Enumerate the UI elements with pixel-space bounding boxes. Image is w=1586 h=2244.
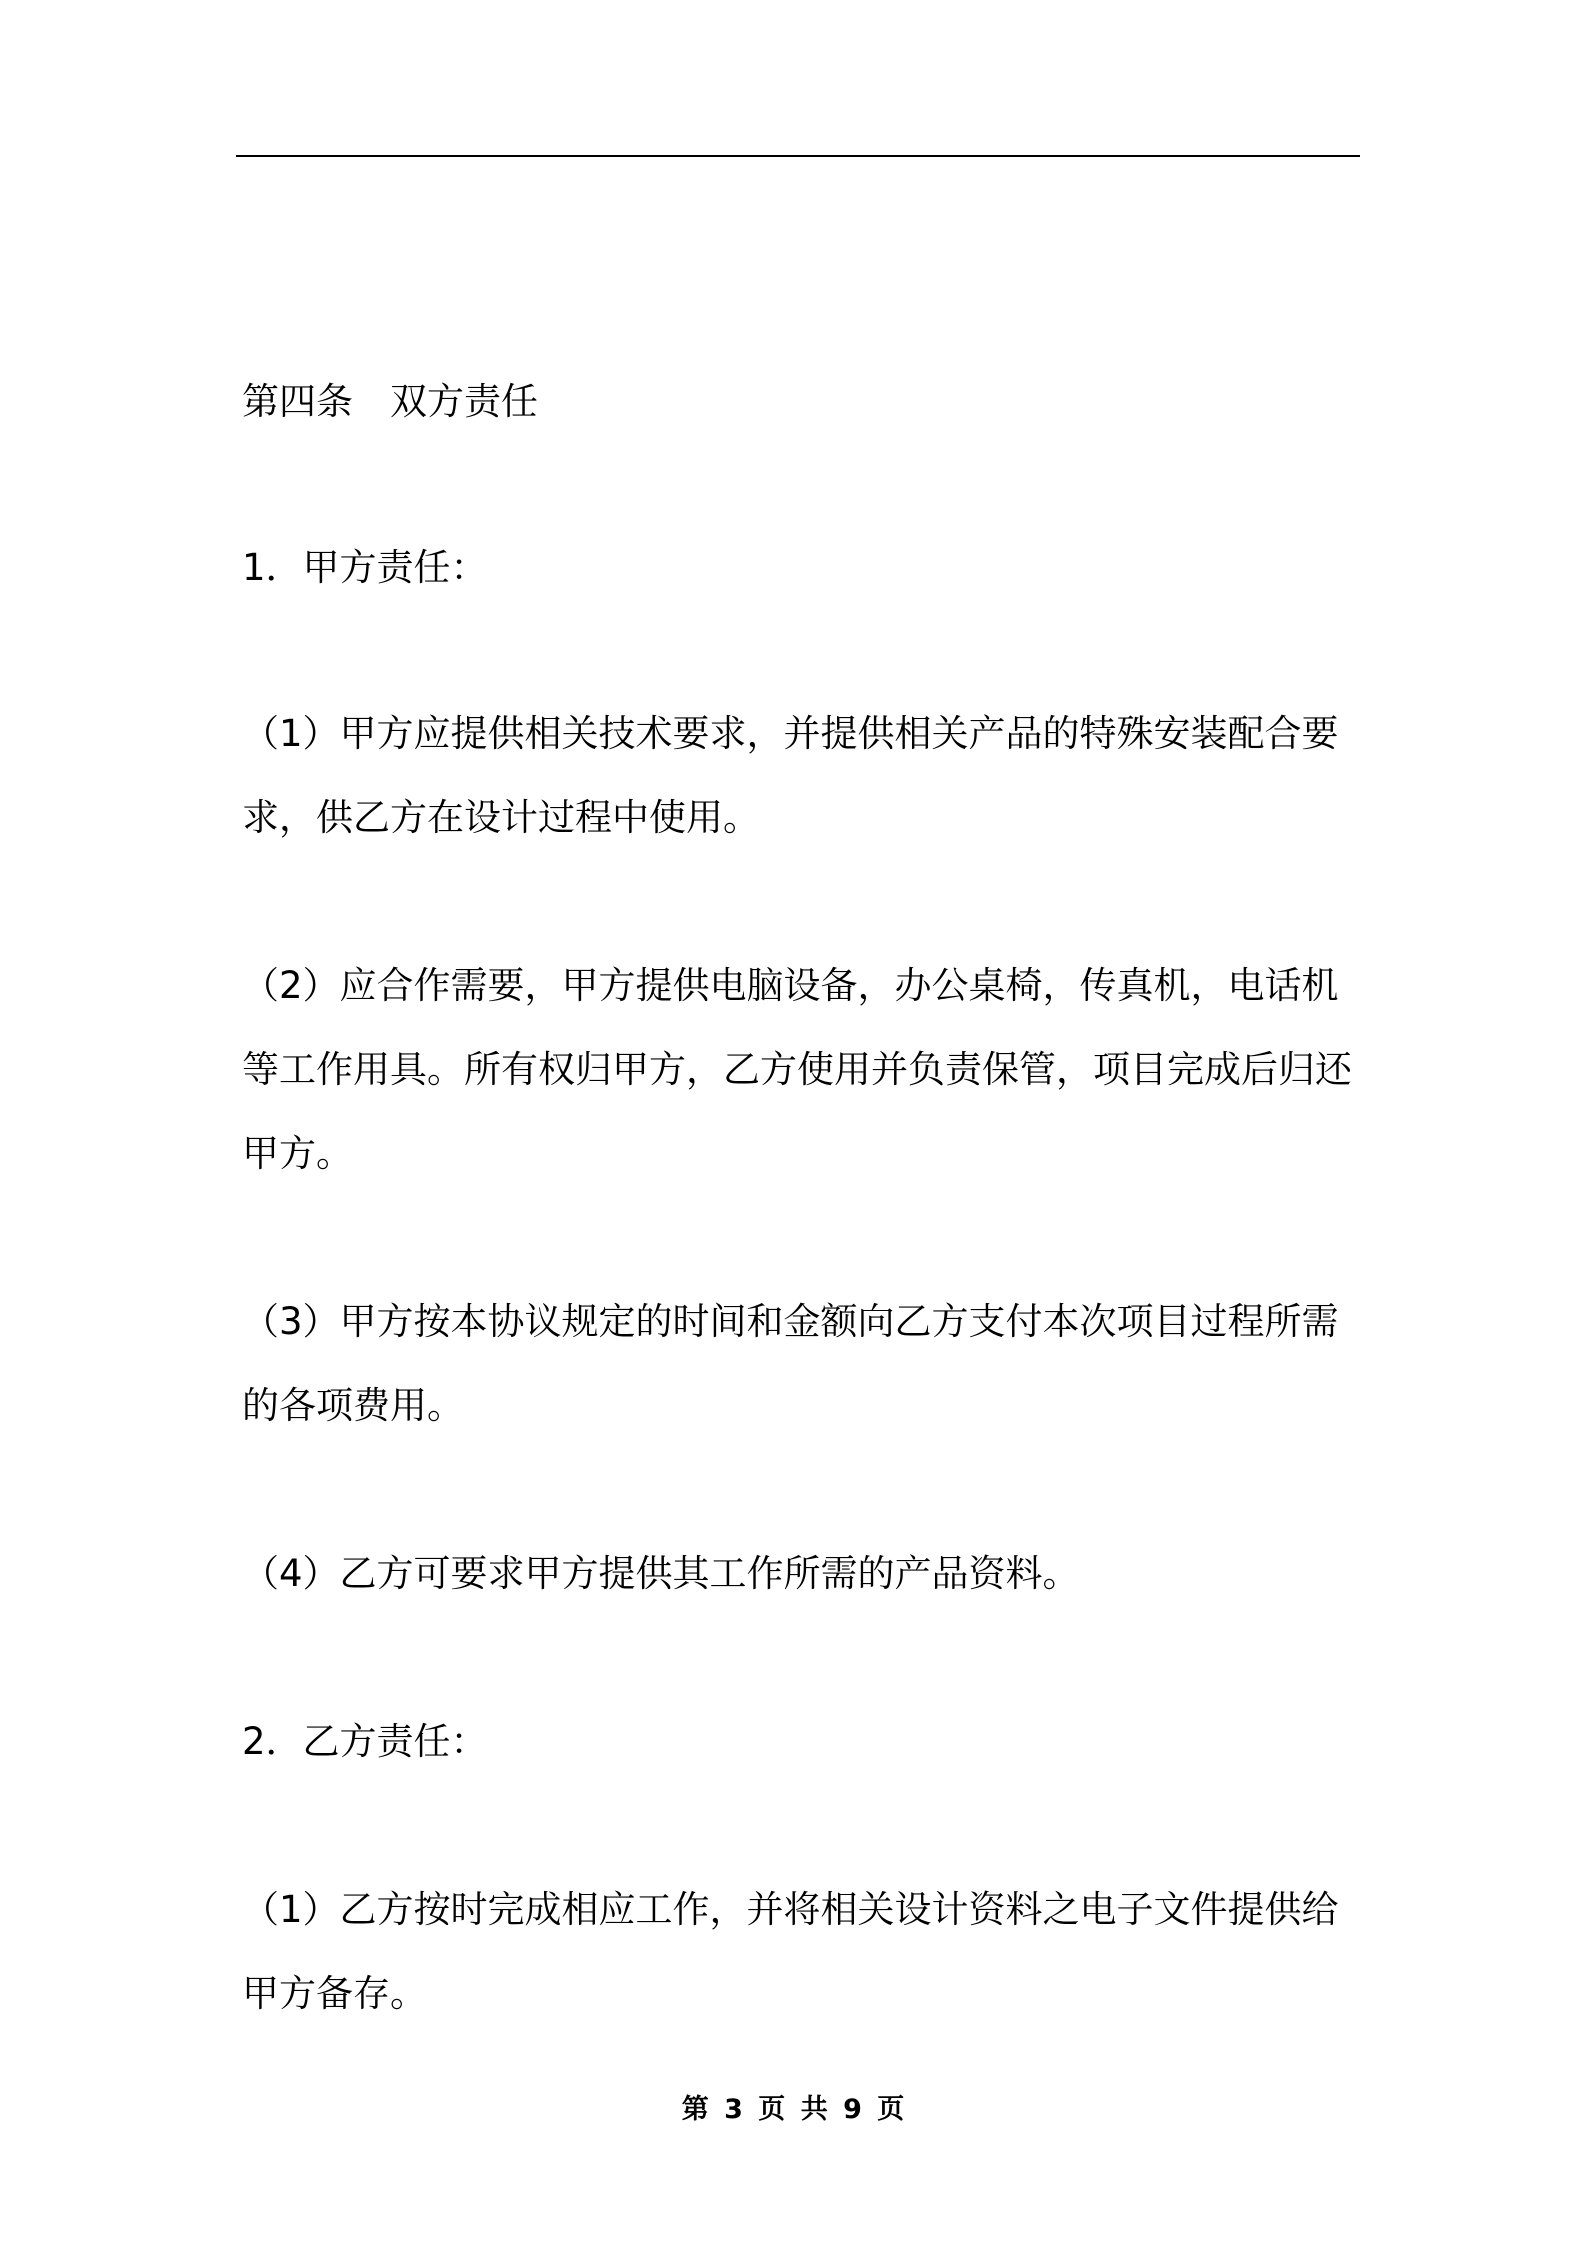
clause-line: 求，供乙方在设计过程中使用。 (242, 796, 760, 839)
page-number-footer: 第 3 页 共 9 页 (681, 2094, 905, 2125)
clause-line: （3）甲方按本协议规定的时间和金额向乙方支付本次项目过程所需 (242, 1300, 1339, 1343)
header-rule (236, 155, 1360, 157)
clause-a-1 (242, 692, 1360, 860)
clause-line: 甲方。 (242, 1132, 353, 1175)
clause-a-2 (242, 944, 1360, 1196)
clause-line: 等工作用具。所有权归甲方，乙方使用并负责保管，项目完成后归还 (242, 1048, 1352, 1091)
clause-line: 的各项费用。 (242, 1384, 464, 1427)
clause-line: 甲方备存。 (242, 1972, 427, 2015)
clause-a-3 (242, 1280, 1360, 1448)
section-heading-party-a: 1．甲方责任： (242, 546, 488, 589)
clause-line: （2）应合作需要，甲方提供电脑设备，办公桌椅，传真机，电话机 (242, 964, 1339, 1007)
document-body (242, 360, 1360, 2036)
article-heading (242, 360, 1360, 444)
clause-line: （4）乙方可要求甲方提供其工作所需的产品资料。 (242, 1552, 1080, 1595)
clause-line: （1）乙方按时完成相应工作，并将相关设计资料之电子文件提供给 (242, 1888, 1339, 1931)
section-heading-party-b: 2．乙方责任： (242, 1720, 488, 1763)
clause-b-1 (242, 1868, 1360, 2036)
clause-a-4 (242, 1532, 1360, 1616)
article-subject: 双方责任 (390, 380, 538, 423)
clause-line: （1）甲方应提供相关技术要求，并提供相关产品的特殊安装配合要 (242, 712, 1339, 755)
article-number: 第四条 (242, 380, 353, 423)
